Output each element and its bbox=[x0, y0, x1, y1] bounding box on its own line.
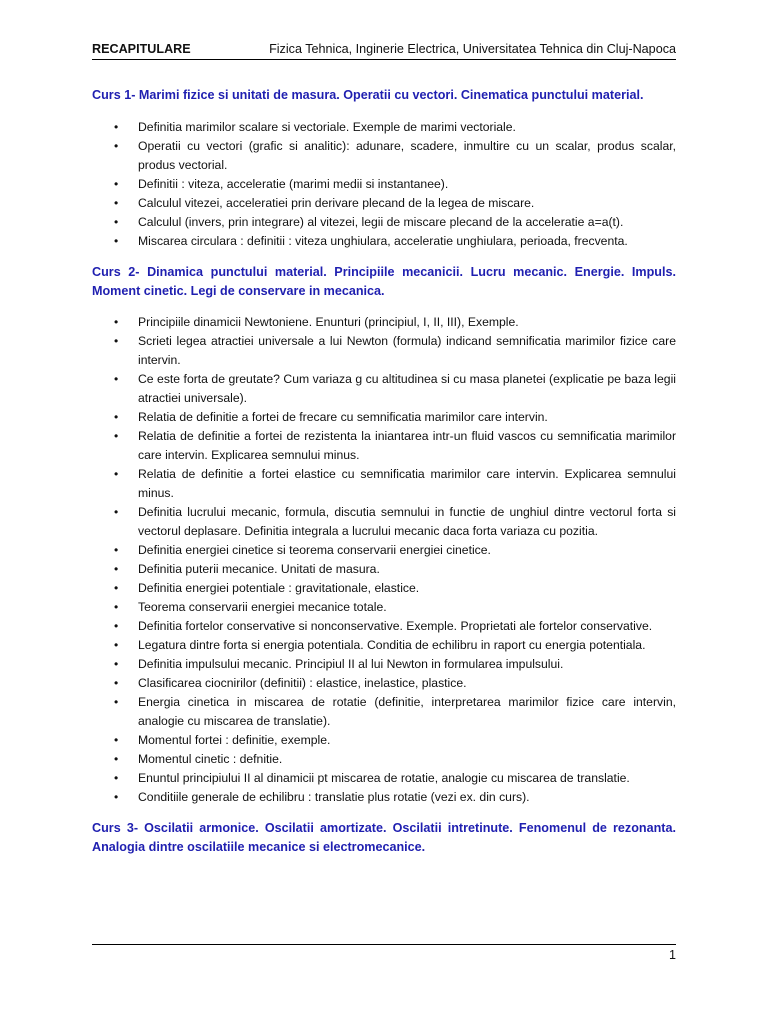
list-item bbox=[92, 503, 676, 541]
bullet-icon: • bbox=[114, 234, 119, 248]
bullet-icon: • bbox=[114, 429, 119, 443]
bullet-list bbox=[92, 313, 676, 807]
list-item-text: Relatia de definitie a fortei elastice cu semnificatia marimilor care intervin. Explicarea semnului minus. bbox=[138, 467, 676, 500]
list-item bbox=[92, 617, 676, 636]
list-item-text: Definitia energiei potentiale : gravitationale, elastice. bbox=[138, 581, 420, 595]
list-item bbox=[92, 370, 676, 408]
bullet-icon: • bbox=[114, 790, 119, 804]
section-title: Curs 2- Dinamica punctului material. Principiile mecanicii. Lucru mecanic. Energie. Impuls. Moment cinetic. Legi de conservare in mecanica. bbox=[92, 265, 676, 298]
section-curs-1 bbox=[92, 86, 676, 251]
bullet-icon: • bbox=[114, 581, 119, 595]
list-item-text: Conditiile generale de echilibru : translatie plus rotatie (vezi ex. din curs). bbox=[138, 790, 530, 804]
list-item-text: Enuntul principiului II al dinamicii pt miscarea de rotatie, analogie cu miscarea de translatie. bbox=[138, 771, 630, 785]
list-item-text: Ce este forta de greutate? Cum variaza g cu altitudinea si cu masa planetei (explicatie pe baza legii atractiei universale). bbox=[138, 372, 676, 405]
list-item bbox=[92, 118, 676, 137]
bullet-icon: • bbox=[114, 177, 119, 191]
section-curs-3 bbox=[92, 819, 676, 857]
list-item-text: Definitia fortelor conservative si nonconservative. Exemple. Proprietati ale fortelor conservative. bbox=[138, 619, 653, 633]
list-item bbox=[92, 693, 676, 731]
list-item-text: Teorema conservarii energiei mecanice totale. bbox=[138, 600, 387, 614]
header-subtitle: Fizica Tehnica, Inginerie Electrica, Universitatea Tehnica din Cluj-Napoca bbox=[269, 42, 676, 56]
bullet-icon: • bbox=[114, 315, 119, 329]
page-number: 1 bbox=[668, 948, 676, 962]
list-item-text: Momentul fortei : definitie, exemple. bbox=[138, 733, 331, 747]
section-title: Curs 3- Oscilatii armonice. Oscilatii amortizate. Oscilatii intretinute. Fenomenul de rezonanta. Analogia dintre oscilatiile mecanice si electromecanice. bbox=[92, 821, 676, 854]
list-item-text: Miscarea circulara : definitii : viteza unghiulara, acceleratie unghiulara, perioada, frecventa. bbox=[138, 234, 628, 248]
list-item bbox=[92, 213, 676, 232]
section-curs-2 bbox=[92, 263, 676, 807]
bullet-icon: • bbox=[114, 695, 119, 709]
bullet-list bbox=[92, 118, 676, 251]
list-item-text: Legatura dintre forta si energia potentiala. Conditia de echilibru in raport cu energia potentiala. bbox=[138, 638, 646, 652]
list-item-text: Definitia impulsului mecanic. Principiul II al lui Newton in formularea impulsului. bbox=[138, 657, 564, 671]
list-item bbox=[92, 655, 676, 674]
list-item-text: Operatii cu vectori (grafic si analitic): adunare, scadere, inmultire cu un scalar, produs scalar, produs vectorial. bbox=[138, 139, 676, 172]
list-item-text: Definitii : viteza, acceleratie (marimi medii si instantanee). bbox=[138, 177, 449, 191]
list-item bbox=[92, 232, 676, 251]
header-title: RECAPITULARE bbox=[92, 42, 191, 56]
bullet-icon: • bbox=[114, 752, 119, 766]
list-item bbox=[92, 636, 676, 655]
bullet-icon: • bbox=[114, 657, 119, 671]
list-item-text: Relatia de definitie a fortei de rezistenta la iniantarea intr-un fluid vascos cu semnificatia marimilor care intervin. Explicarea semnului minus. bbox=[138, 429, 676, 462]
bullet-icon: • bbox=[114, 505, 119, 519]
section-title: Curs 1- Marimi fizice si unitati de masura. Operatii cu vectori. Cinematica punctului material. bbox=[92, 88, 644, 102]
bullet-icon: • bbox=[114, 139, 119, 153]
document-body bbox=[92, 86, 676, 857]
list-item bbox=[92, 674, 676, 693]
list-item bbox=[92, 137, 676, 175]
list-item bbox=[92, 175, 676, 194]
list-item bbox=[92, 788, 676, 807]
list-item bbox=[92, 332, 676, 370]
bullet-icon: • bbox=[114, 334, 119, 348]
list-item bbox=[92, 598, 676, 617]
list-item-text: Scrieti legea atractiei universale a lui Newton (formula) indicand semnificatia marimilor fizice care intervin. bbox=[138, 334, 676, 367]
list-item bbox=[92, 769, 676, 788]
list-item bbox=[92, 408, 676, 427]
bullet-icon: • bbox=[114, 619, 119, 633]
list-item-text: Principiile dinamicii Newtoniene. Enunturi (principiul, I, II, III), Exemple. bbox=[138, 315, 519, 329]
bullet-icon: • bbox=[114, 215, 119, 229]
bullet-icon: • bbox=[114, 562, 119, 576]
footer-divider bbox=[92, 944, 676, 945]
bullet-icon: • bbox=[114, 467, 119, 481]
list-item bbox=[92, 194, 676, 213]
list-item-text: Calculul (invers, prin integrare) al vitezei, legii de miscare plecand de la acceleratie a=a(t). bbox=[138, 215, 624, 229]
bullet-icon: • bbox=[114, 543, 119, 557]
list-item-text: Calculul vitezei, acceleratiei prin derivare plecand de la legea de miscare. bbox=[138, 196, 535, 210]
bullet-icon: • bbox=[114, 196, 119, 210]
list-item-text: Definitia energiei cinetice si teorema conservarii energiei cinetice. bbox=[138, 543, 491, 557]
list-item bbox=[92, 731, 676, 750]
list-item bbox=[92, 750, 676, 769]
list-item bbox=[92, 427, 676, 465]
bullet-icon: • bbox=[114, 638, 119, 652]
bullet-icon: • bbox=[114, 676, 119, 690]
bullet-icon: • bbox=[114, 372, 119, 386]
list-item bbox=[92, 541, 676, 560]
bullet-icon: • bbox=[114, 120, 119, 134]
bullet-icon: • bbox=[114, 733, 119, 747]
page-header bbox=[92, 41, 676, 60]
list-item-text: Definitia puterii mecanice. Unitati de masura. bbox=[138, 562, 380, 576]
list-item bbox=[92, 465, 676, 503]
list-item bbox=[92, 560, 676, 579]
bullet-icon: • bbox=[114, 600, 119, 614]
list-item bbox=[92, 313, 676, 332]
list-item-text: Momentul cinetic : defnitie. bbox=[138, 752, 283, 766]
list-item-text: Definitia marimilor scalare si vectoriale. Exemple de marimi vectoriale. bbox=[138, 120, 516, 134]
list-item-text: Definitia lucrului mecanic, formula, discutia semnului in functie de unghiul dintre vectorul forta si vectorul deplasare. Definitia integrala a lucrului mecanic daca forta variaza cu pozitia. bbox=[138, 505, 676, 538]
list-item-text: Energia cinetica in miscarea de rotatie (definitie, interpretarea marimilor fizice care intervin, analogie cu miscarea de translatie). bbox=[138, 695, 676, 728]
list-item-text: Relatia de definitie a fortei de frecare cu semnificatia marimilor care intervin. bbox=[138, 410, 548, 424]
list-item-text: Clasificarea ciocnirilor (definitii) : elastice, inelastice, plastice. bbox=[138, 676, 467, 690]
list-item bbox=[92, 579, 676, 598]
bullet-icon: • bbox=[114, 771, 119, 785]
bullet-icon: • bbox=[114, 410, 119, 424]
